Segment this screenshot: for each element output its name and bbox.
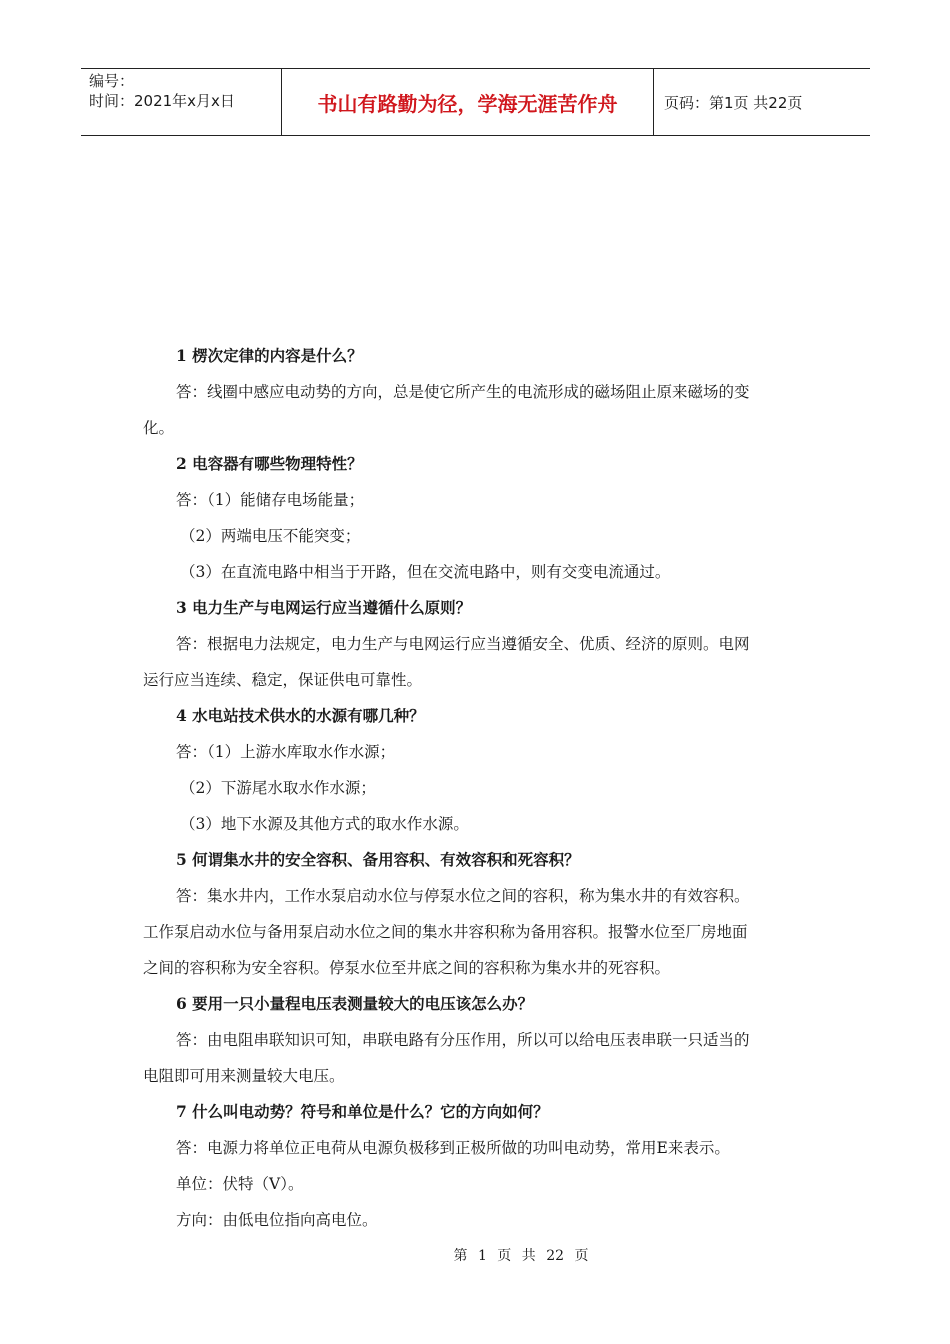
answer-line: 答：根据电力法规定，电力生产与电网运行应当遵循安全、优质、经济的原则。电网	[176, 635, 750, 653]
answer-line: 答：线圈中感应电动势的方向，总是使它所产生的电流形成的磁场阻止原来磁场的变	[176, 383, 750, 401]
question-heading: 2 电容器有哪些物理特性？	[176, 454, 363, 473]
answer-line: 之间的容积称为安全容积。停泵水位至井底之间的容积称为集水井的死容积。	[143, 959, 671, 977]
time-label: 时间：2021年x月x日	[89, 92, 235, 110]
question-heading: 3 电力生产与电网运行应当遵循什么原则？	[176, 598, 472, 617]
answer-line: （2）下游尾水取水作水源；	[180, 779, 376, 797]
answer-line: 答：（1）能储存电场能量；	[176, 491, 365, 509]
answer-line: 单位：伏特（V）。	[176, 1175, 304, 1193]
answer-line: 方向：由低电位指向高电位。	[176, 1211, 378, 1229]
header-table	[81, 68, 870, 136]
answer-line: 工作泵启动水位与备用泵启动水位之间的集水井容积称为备用容积。报警水位至厂房地面	[143, 923, 748, 941]
number-label: 编号：	[89, 72, 135, 90]
answer-line: 答：（1）上游水库取水作水源；	[176, 743, 396, 761]
answer-line: （3）在直流电路中相当于开路，但在交流电路中，则有交变电流通过。	[180, 563, 671, 581]
page-info: 页码：第1页 共22页	[664, 93, 803, 112]
answer-line: 化。	[143, 419, 175, 437]
answer-line: 答：电源力将单位正电荷从电源负极移到正极所做的功叫电动势，常用E来表示。	[176, 1139, 730, 1157]
question-heading: 6 要用一只小量程电压表测量较大的电压该怎么办？	[176, 994, 534, 1013]
answer-line: 电阻即可用来测量较大电压。	[143, 1067, 345, 1085]
question-heading: 5 何谓集水井的安全容积、备用容积、有效容积和死容积？	[176, 850, 580, 869]
question-heading: 4 水电站技术供水的水源有哪几种？	[176, 706, 425, 725]
question-heading: 1 楞次定律的内容是什么？	[176, 346, 363, 365]
answer-line: （3）地下水源及其他方式的取水作水源。	[180, 815, 469, 833]
document-body	[143, 338, 811, 1238]
answer-line: 运行应当连续、稳定，保证供电可靠性。	[143, 671, 423, 689]
page-footer: 第 1 页 共 22 页	[453, 1248, 589, 1264]
motto: 书山有路勤为径，学海无涯苦作舟	[281, 69, 654, 135]
header-left-cell	[81, 69, 281, 135]
answer-line: 答：集水井内，工作水泵启动水位与停泵水位之间的容积，称为集水井的有效容积。	[176, 887, 750, 905]
answer-line: 答：由电阻串联知识可知，串联电路有分压作用，所以可以给电压表串联一只适当的	[176, 1031, 750, 1049]
answer-line: （2）两端电压不能突变；	[180, 527, 361, 545]
question-heading: 7 什么叫电动势？符号和单位是什么？它的方向如何？	[176, 1102, 549, 1121]
